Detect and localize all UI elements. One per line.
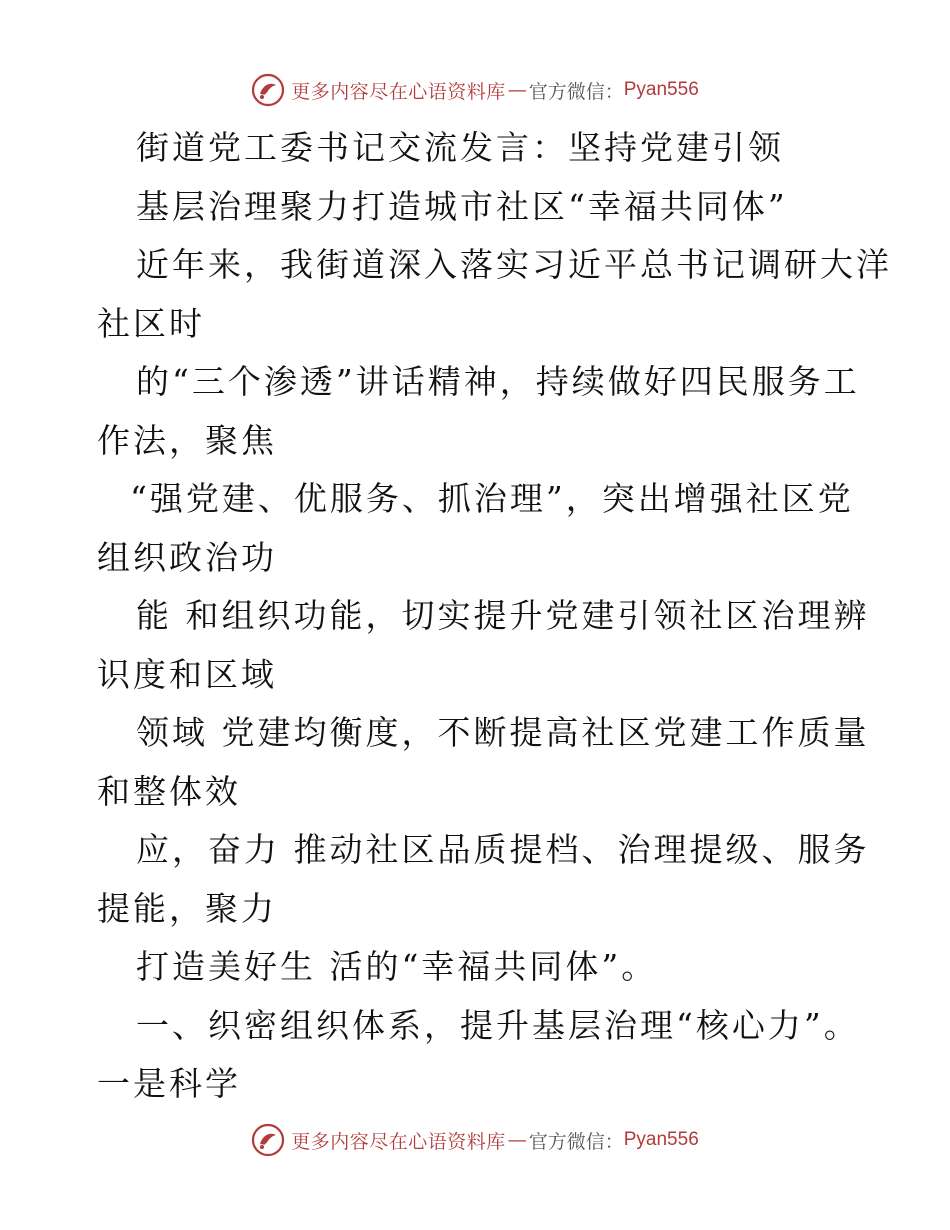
document-title-line-2: 基层治理聚力打造城市社区“幸福共同体” xyxy=(136,187,788,226)
section-heading-line: 一、织密组织体系，提升基层治理“核心力”。 xyxy=(136,1006,860,1045)
banner-separator: — xyxy=(507,1129,527,1151)
banner-official-label: 官方微信： xyxy=(528,80,624,103)
paragraph-line: 和整体效 xyxy=(97,772,241,811)
paragraph-line: 领域 党建均衡度，不断提高社区党建工作质量 xyxy=(136,713,870,752)
paragraph-line: 能 和组织功能，切实提升党建引领社区治理辨 xyxy=(136,596,870,635)
banner-text: 更多内容尽在心语资料库 xyxy=(291,1130,506,1153)
paragraph-line: 作法，聚焦 xyxy=(97,421,277,460)
banner-wechat-id: Pyan556 xyxy=(623,1129,699,1150)
paragraph-line: 打造美好生 活的“幸福共同体”。 xyxy=(136,947,658,986)
paragraph-line: 提能，聚力 xyxy=(97,889,277,928)
paragraph-line: 近年来，我街道深入落实习近平总书记调研大洋 xyxy=(136,245,892,284)
banner-wechat-id: Pyan556 xyxy=(623,79,699,100)
paragraph-line: “强党建、优服务、抓治理”，突出增强社区党 xyxy=(130,479,854,518)
brand-logo-icon xyxy=(251,1123,285,1157)
banner-text: 更多内容尽在心语资料库 xyxy=(291,80,506,103)
paragraph-line: 组织政治功 xyxy=(97,538,277,577)
paragraph-line: 一是科学 xyxy=(97,1064,241,1103)
paragraph-line: 识度和区域 xyxy=(97,655,277,694)
banner-official-label: 官方微信： xyxy=(528,1130,624,1153)
paragraph-line: 的“三个渗透”讲话精神，持续做好四民服务工 xyxy=(136,362,860,401)
paragraph-line: 应，奋力 推动社区品质提档、治理提级、服务 xyxy=(136,830,870,869)
banner-separator: — xyxy=(507,79,527,101)
footer-watermark-banner xyxy=(0,1120,950,1160)
document-title-line-1: 街道党工委书记交流发言：坚持党建引领 xyxy=(136,128,784,167)
paragraph-line: 社区时 xyxy=(97,304,205,343)
